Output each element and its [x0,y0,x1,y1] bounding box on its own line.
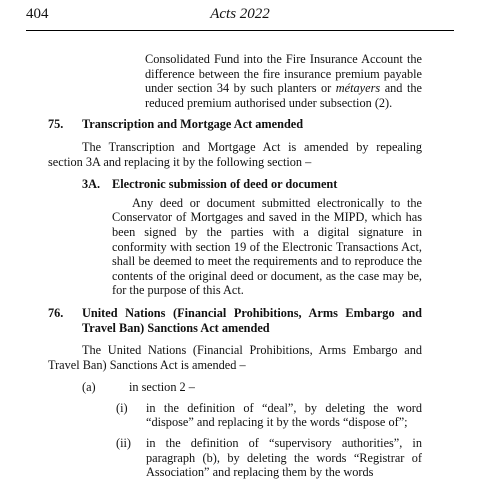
page-header [26,6,454,26]
item-i-text: in the definition of “deal”, by deleting the word “dispose” and replacing it by the words “dispose of”; [146,400,422,430]
header-rule [26,30,454,31]
item-ii-label: (ii) [116,436,132,451]
carryover-text-end: and the reduced premium authorised under subsection (2). [145,81,422,110]
item-i [116,401,422,430]
section-75-intro: The Transcription and Mortgage Act is amended by repealing section 3A and replacing it by the following section – [48,139,422,169]
section-76-heading [48,306,422,335]
section-76-number: 76. [48,305,64,320]
carryover-text: Consolidated Fund into the Fire Insurance Account the difference between the fire insurance premium payable under section 34 by such planters or [145,52,422,96]
section-3a-title: Electronic submission of deed or document [112,177,338,192]
section-3a-heading [82,177,422,192]
page-number: 404 [26,6,49,22]
paragraph-a-text: in section 2 – [129,380,195,395]
running-head: Acts 2022 [210,6,270,22]
paragraph-a [48,380,422,395]
document-body [48,52,422,486]
item-i-label: (i) [116,400,128,415]
section-75-title: Transcription and Mortgage Act amended [82,117,304,132]
section-3a-text: Any deed or document submitted electronically to the Conservator of Mortgages and saved in the MIPD, which has been signed by the parties with a digital signature in conformity with section 19 of the Electronic Transactions Act, shall be deemed to meet the requirements and to reproduce the contents of the original deed or document, as the case may be, for the purpose of this Act. [112,195,422,298]
section-75-heading [48,117,422,132]
section-75-number: 75. [48,117,64,132]
carryover-italic: métayers [335,81,381,96]
carryover-paragraph [145,52,422,110]
section-3a-number: 3A. [82,177,101,192]
paragraph-a-label: (a) [82,380,96,395]
item-ii [116,436,422,480]
section-76-intro: The United Nations (Financial Prohibitions, Arms Embargo and Travel Ban) Sanctions Act is amended – [48,343,422,372]
section-76-title: United Nations (Financial Prohibitions, Arms Embargo and Travel Ban) Sanctions Act amended [82,305,422,335]
item-ii-text: in the definition of “supervisory authorities”, in paragraph (b), by deleting the words “Registrar of Association” and replacing them by the words [146,436,422,480]
